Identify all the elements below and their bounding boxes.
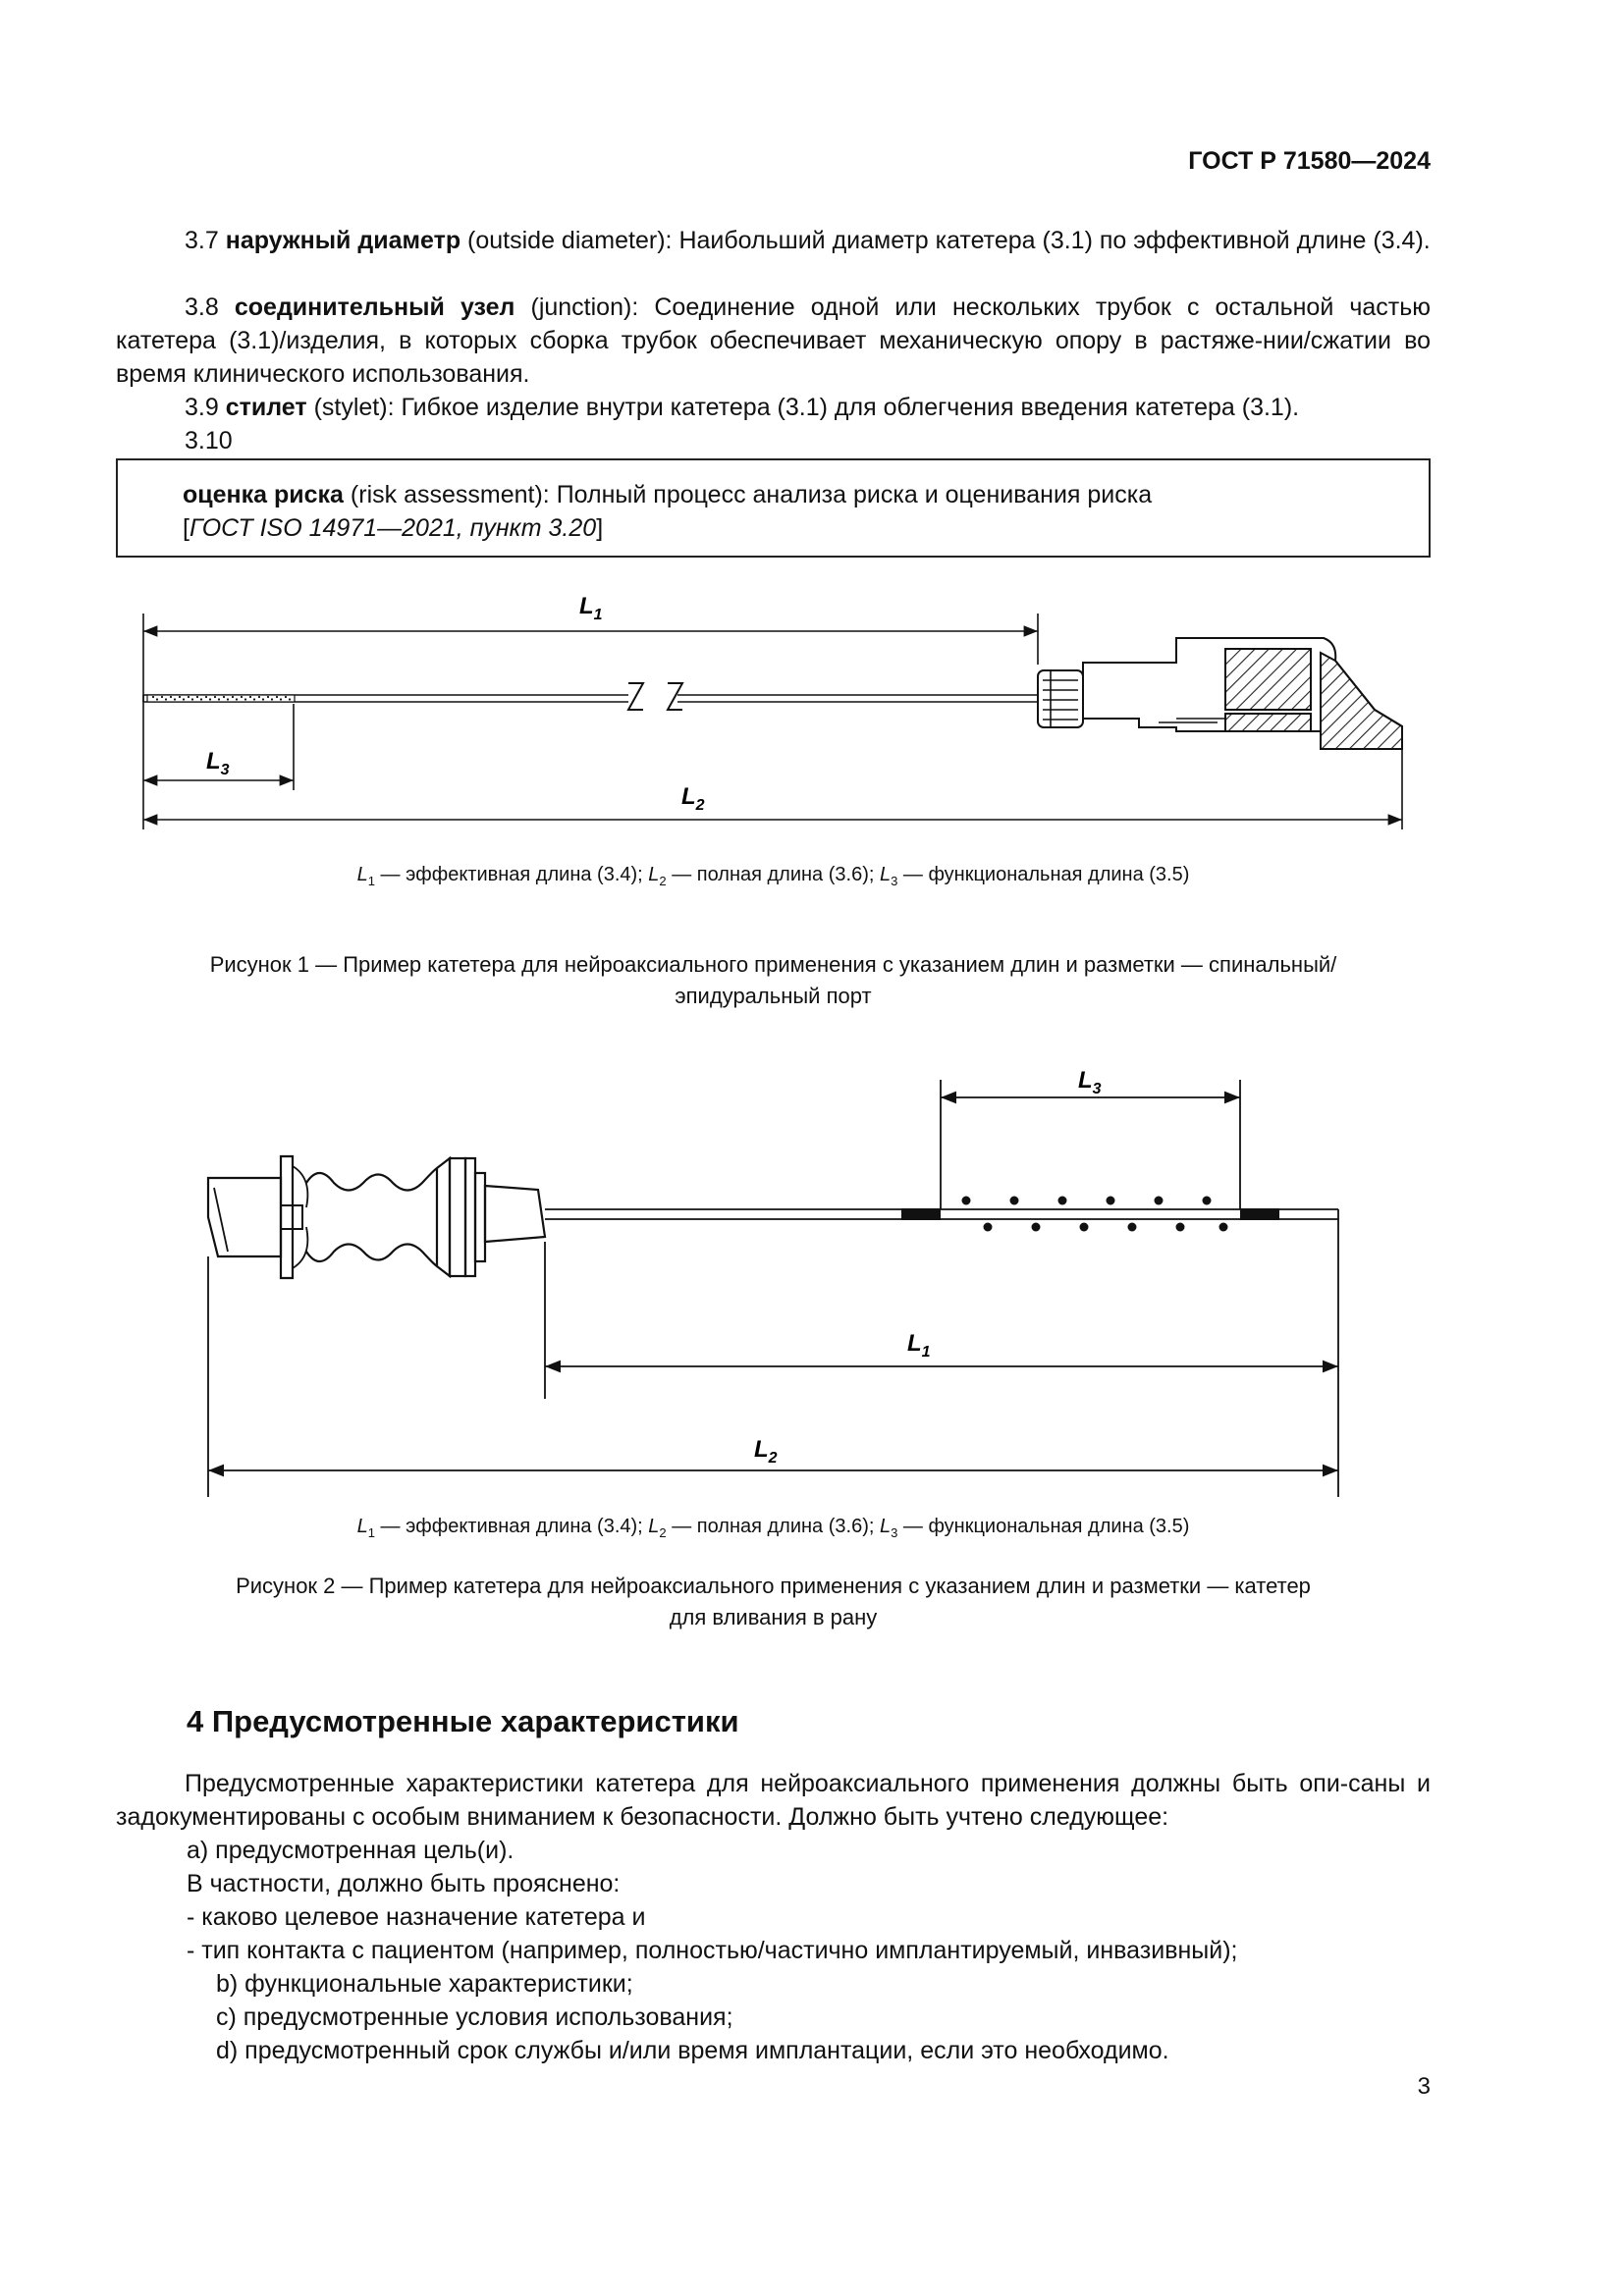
legend-l: L [648, 1516, 660, 1537]
definition-text: Соединение одной или нескольких трубок с остальной частью катетера (3.1)/изделия, в которых сборка трубок обеспечивает механическую опору в растяже-нии/сжатии во время клинического использования. [116, 294, 1432, 388]
connector-cap [208, 1178, 281, 1256]
clause-number: 3.9 [185, 394, 219, 421]
legend-l1-text: — эффективная длина (3.4); [374, 1516, 649, 1537]
marking-dot [179, 696, 181, 698]
legend-l3-text: — функциональная длина (3.5) [897, 1516, 1190, 1537]
connector-grip [306, 1168, 437, 1266]
marker-band-right [1240, 1208, 1279, 1220]
break-mark [628, 683, 643, 710]
definition-text: Наибольший диаметр катетера (3.1) по эффективной длине (3.4). [678, 227, 1431, 254]
marking-dot [174, 698, 176, 700]
definition-box [116, 458, 1431, 558]
definition-text: Гибкое изделие внутри катетера (3.1) для облегчения введения катетера (3.1). [401, 394, 1300, 421]
marking-dot [285, 696, 287, 698]
marking-dot [267, 696, 269, 698]
marking-dot [188, 696, 189, 698]
dash-item-1: - каково целевое назначение катетера и [187, 1903, 646, 1931]
marking-dot [232, 696, 234, 698]
bracket-close: ] [596, 514, 604, 542]
marking-dot [271, 698, 273, 700]
connector-flange [450, 1158, 465, 1276]
caption-line: для вливания в рану [669, 1605, 878, 1629]
marking-dot [205, 696, 207, 698]
figure-2-drawing [0, 1060, 1624, 1502]
legend-sub: 2 [659, 874, 667, 888]
eyelet-holes [962, 1197, 1228, 1232]
marking-dot [196, 696, 198, 698]
clarification-note: В частности, должно быть прояснено: [187, 1870, 621, 1897]
term: стилет [225, 394, 307, 421]
port-hatched-section [1225, 649, 1311, 710]
marking-dot [156, 698, 158, 700]
term: наружный диаметр [225, 227, 461, 254]
label-l1: $L_1$ [579, 593, 603, 623]
marking-dot [236, 698, 238, 700]
marking-dot [244, 698, 246, 700]
page-number: 3 [1417, 2073, 1431, 2100]
box-reference: ГОСТ ISO 14971—2021, пункт 3.20 [189, 514, 597, 542]
marking-dot [218, 698, 220, 700]
term-english: (junction): [530, 294, 639, 321]
box-term: оценка риска [183, 481, 344, 508]
legend-sub: 1 [367, 874, 375, 888]
marking-dot [170, 696, 172, 698]
marking-dot [183, 698, 185, 700]
marking-dot [214, 696, 216, 698]
term-english: (stylet): [313, 394, 395, 421]
legend-l: L [648, 864, 660, 885]
list-item-a: a) предусмотренная цель(и). [187, 1837, 514, 1864]
list-item-b: b) функциональные характеристики; [216, 1970, 633, 1998]
marking-dot [276, 696, 278, 698]
legend-l2-text: — полная длина (3.6); [666, 1516, 880, 1537]
marking-dot [200, 698, 202, 700]
marking-dot [209, 698, 211, 700]
label-l1: $L_1$ [907, 1330, 931, 1361]
list-item-c: c) предусмотренные условия использования; [216, 2003, 733, 2031]
marking-dot [165, 698, 167, 700]
marking-dot [253, 698, 255, 700]
legend-sub: 3 [891, 1525, 898, 1540]
marking-dot [223, 696, 225, 698]
caption-line: эпидуральный порт [675, 984, 872, 1008]
marking-dot [249, 696, 251, 698]
figure-1-legend [116, 864, 1431, 888]
label-l2: $L_2$ [681, 783, 705, 814]
marking-dot [289, 698, 291, 700]
definition-3-10-number: 3.10 [185, 427, 233, 454]
figure-1-caption [116, 949, 1431, 1012]
definition-3-8 [116, 291, 1431, 391]
definition-3-9 [116, 391, 1431, 424]
legend-sub: 1 [367, 1525, 375, 1540]
box-text [183, 478, 1410, 545]
section-heading: 4 Предусмотренные характеристики [187, 1704, 739, 1738]
definition-3-7 [116, 224, 1431, 257]
marking-dot [258, 696, 260, 698]
legend-l: L [879, 864, 892, 885]
legend-l: L [356, 1516, 368, 1537]
figure-2-legend [116, 1516, 1431, 1540]
marking-dot [227, 698, 229, 700]
connector-cone [485, 1186, 545, 1242]
marking-dot [241, 696, 243, 698]
legend-sub: 3 [891, 874, 898, 888]
term-english: (outside diameter): [467, 227, 673, 254]
figure-2-caption [116, 1571, 1431, 1633]
box-term-english: (risk assessment): [350, 481, 550, 508]
marking-dot [280, 698, 282, 700]
clause-number: 3.8 [185, 294, 219, 321]
legend-l: L [879, 1516, 892, 1537]
legend-l: L [356, 864, 368, 885]
marking-dot [191, 698, 193, 700]
label-l3: $L_3$ [1078, 1067, 1102, 1097]
marker-band-left [901, 1208, 941, 1220]
caption-line: Рисунок 2 — Пример катетера для нейроаксиального применения с указанием длин и разметки — катетер [236, 1574, 1311, 1598]
legend-l2-text: — полная длина (3.6); [666, 864, 880, 885]
legend-sub: 2 [659, 1525, 667, 1540]
marking-dot [262, 698, 264, 700]
document-code: ГОСТ Р 71580—2024 [1188, 147, 1431, 175]
marking-dot [152, 696, 154, 698]
term: соединительный узел [234, 294, 515, 321]
caption-line: Рисунок 1 — Пример катетера для нейроаксиального применения с указанием длин и разметки — спинальный/ [209, 952, 1337, 977]
bracket-open: [ [183, 514, 189, 542]
label-l3: $L_3$ [206, 748, 230, 778]
marking-dots [147, 695, 295, 702]
legend-l3-text: — функциональная длина (3.5) [897, 864, 1190, 885]
dash-item-2: - тип контакта с пациентом (например, полностью/частично имплантируемый, инвазивный); [187, 1937, 1238, 1964]
figure-1-drawing [0, 584, 1624, 839]
legend-l1-text: — эффективная длина (3.4); [374, 864, 649, 885]
list-item-d: d) предусмотренный срок службы и/или время имплантации, если это необходимо. [216, 2037, 1169, 2064]
clause-number: 3.7 [185, 227, 219, 254]
marking-dot [161, 696, 163, 698]
box-definition: Полный процесс анализа риска и оценивания риска [556, 481, 1153, 508]
section-intro: Предусмотренные характеристики катетера для нейроаксиального применения должны быть опи-саны и задокументированы с особым вниманием к безопасности. Должно быть учтено следующее: [116, 1770, 1431, 1831]
label-l2: $L_2$ [754, 1436, 778, 1467]
